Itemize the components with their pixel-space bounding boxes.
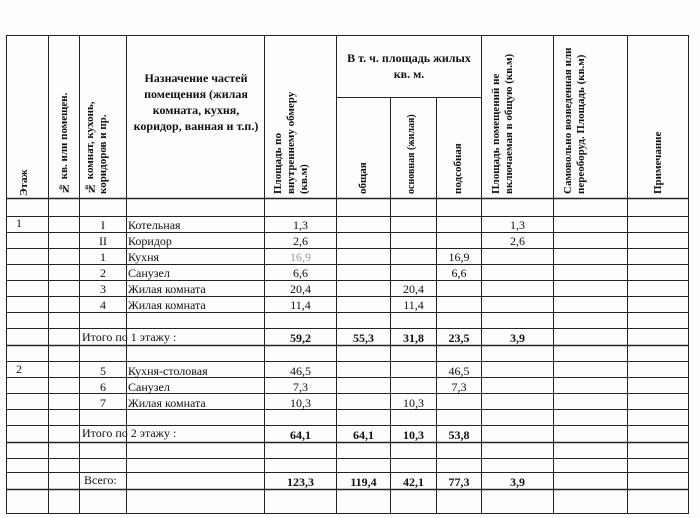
grand-total-aux: 77,3	[448, 475, 470, 489]
floor-2-total-label: Итого по 2 этажу :	[82, 426, 177, 440]
room-name: Жилая комната	[128, 282, 206, 296]
floor-1-total-excluded: 3,9	[510, 331, 525, 345]
room-number: 2	[100, 266, 106, 280]
room-number: 6	[100, 380, 106, 394]
floor-2-total-total: 64,1	[353, 428, 374, 442]
room-aux-area: 7,3	[451, 380, 467, 394]
header-living-group: В т. ч. площадь жилых кв. м.	[347, 51, 471, 81]
header-purpose: Назначение частей помещения (жилая комната, кухня, коридор, ванная и т.п.)	[133, 71, 259, 133]
room-excluded-area: 2,6	[510, 234, 525, 248]
floor-2-total-aux: 53,8	[448, 428, 470, 442]
header-self-built: Самовольно возведенная или переоборуд. Площадь (кв.м)	[562, 47, 587, 194]
floor-1-total-total: 55,3	[353, 331, 374, 345]
room-number: 5	[100, 364, 106, 378]
room-area: 10,3	[290, 396, 311, 410]
room-name: Санузел	[128, 266, 170, 280]
room-area: 46,5	[290, 364, 311, 378]
room-main-area: 10,3	[403, 396, 424, 410]
room-area: 2,6	[293, 234, 308, 248]
room-name: Коридор	[128, 234, 172, 248]
room-aux-area: 16,9	[448, 250, 470, 264]
header-living-main: основная (жилая)	[406, 114, 417, 194]
room-number: I	[101, 218, 105, 232]
room-number: 3	[100, 282, 106, 296]
room-aux-area: 6,6	[451, 266, 467, 280]
room-name: Котельная	[128, 218, 181, 232]
floor-1-label: 1	[16, 216, 22, 230]
room-name: Кухня	[128, 250, 160, 264]
floor-2-total-main: 10,3	[403, 428, 424, 442]
room-main-area: 11,4	[403, 298, 424, 312]
grand-total-total: 119,4	[350, 475, 377, 489]
header-note: Примечание	[652, 131, 664, 194]
grand-total-main: 42,1	[403, 475, 424, 489]
floor-1-total-aux: 23,5	[448, 331, 470, 345]
room-area: 6,6	[293, 266, 308, 280]
grand-total-label: Всего:	[84, 473, 117, 487]
room-number: 4	[100, 298, 106, 312]
room-area: 16,9	[290, 250, 311, 264]
header-floor: Этаж	[18, 169, 30, 196]
floor-2-label: 2	[16, 362, 22, 376]
floor-1-total-main: 31,8	[403, 331, 424, 345]
floor-2-total-area: 64,1	[290, 428, 311, 442]
room-number: 7	[100, 396, 106, 410]
header-not-included: Площадь помещений не включаемая в общую (кв.м)	[490, 53, 515, 194]
room-number: II	[99, 234, 107, 248]
room-number: 1	[100, 250, 106, 264]
header-room-no: № комнат, кухонь, коридоров и пр.	[84, 101, 109, 194]
room-name: Санузел	[128, 380, 170, 394]
header-apt-no: № кв. или помещен.	[58, 92, 70, 194]
room-excluded-area: 1,3	[510, 218, 525, 232]
header-auxiliary: подсобная	[452, 143, 464, 194]
room-area: 7,3	[293, 380, 308, 394]
room-name: Жилая комната	[128, 298, 206, 312]
room-name: Кухня-столовая	[128, 364, 208, 378]
header-area-internal: Площадь по внутреннему обмеру (кв.м)	[272, 91, 310, 194]
room-area: 11,4	[290, 298, 311, 312]
header-living-total: общая	[357, 162, 369, 194]
room-area: 20,4	[290, 282, 311, 296]
floor-1-total-area: 59,2	[290, 331, 311, 345]
grand-total-excluded: 3,9	[510, 475, 525, 489]
room-main-area: 20,4	[403, 282, 424, 296]
room-name: Жилая комната	[128, 396, 206, 410]
room-area: 1,3	[293, 218, 308, 232]
floor-1-total-label: Итого по 1 этажу :	[82, 330, 177, 344]
room-aux-area: 46,5	[448, 364, 470, 378]
grand-total-area: 123,3	[287, 475, 314, 489]
